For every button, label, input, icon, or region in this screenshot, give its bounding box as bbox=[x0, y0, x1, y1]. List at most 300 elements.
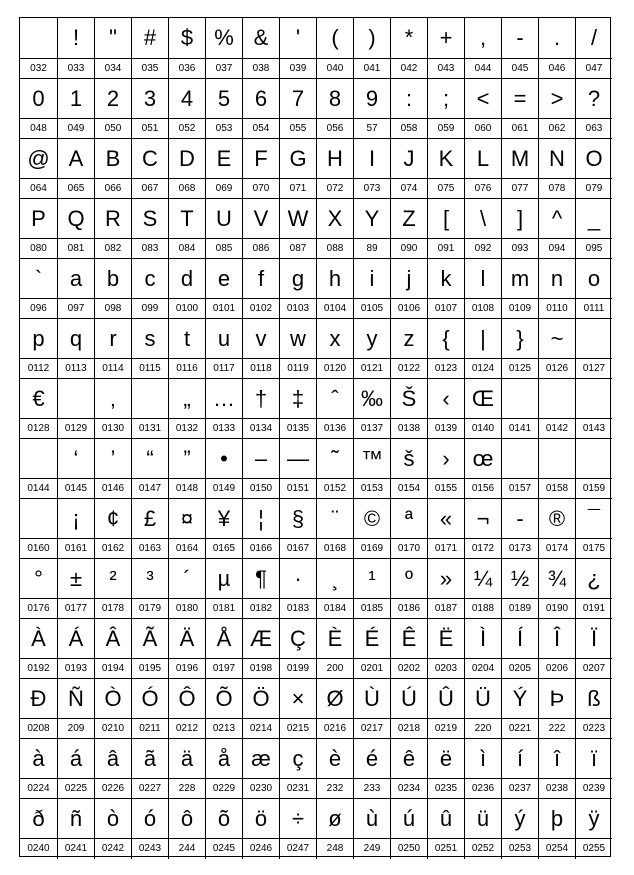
glyph-cell: ª bbox=[390, 499, 427, 539]
code-cell: 059 bbox=[427, 119, 464, 139]
code-cell: 058 bbox=[390, 119, 427, 139]
code-cell: 0161 bbox=[57, 539, 94, 559]
glyph-cell: š bbox=[390, 439, 427, 479]
code-cell: 0153 bbox=[353, 479, 390, 499]
glyph-cell: / bbox=[575, 18, 612, 58]
glyph-cell: t bbox=[168, 319, 205, 359]
code-cell: 0122 bbox=[390, 359, 427, 379]
code-cell: 0234 bbox=[390, 779, 427, 799]
glyph-cell: 6 bbox=[242, 79, 279, 119]
glyph-cell: Ã bbox=[131, 619, 168, 659]
code-cell: 044 bbox=[464, 59, 501, 79]
code-cell: 064 bbox=[30, 183, 47, 194]
code-cell: 046 bbox=[538, 59, 575, 79]
glyph-cell: ] bbox=[501, 199, 538, 239]
glyph-cell: ¨ bbox=[316, 499, 353, 539]
code-cell: 89 bbox=[353, 239, 390, 259]
glyph-cell: ï bbox=[575, 739, 612, 779]
code-cell: 0217 bbox=[353, 719, 390, 739]
glyph-row bbox=[20, 738, 612, 778]
glyph-cell: ¸ bbox=[316, 559, 353, 599]
glyph-cell: Ê bbox=[390, 619, 427, 659]
code-cell: 0126 bbox=[538, 359, 575, 379]
glyph-cell: × bbox=[279, 679, 316, 719]
code-cell: 0103 bbox=[279, 299, 316, 319]
glyph-cell: @ bbox=[27, 146, 50, 171]
glyph-cell: Š bbox=[390, 379, 427, 419]
code-cell: 244 bbox=[168, 839, 205, 859]
code-cell: 054 bbox=[242, 119, 279, 139]
glyph-cell: e bbox=[205, 259, 242, 299]
code-cell: 0160 bbox=[27, 543, 50, 554]
glyph-row bbox=[20, 78, 612, 118]
glyph-cell: ¡ bbox=[57, 499, 94, 539]
glyph-cell: ü bbox=[464, 799, 501, 839]
code-cell: 0198 bbox=[242, 659, 279, 679]
code-cell: 0133 bbox=[205, 419, 242, 439]
glyph-cell: E bbox=[205, 139, 242, 179]
glyph-cell: Ç bbox=[279, 619, 316, 659]
glyph-row bbox=[20, 618, 612, 658]
glyph-row bbox=[20, 558, 612, 598]
code-cell: 0111 bbox=[575, 299, 612, 319]
code-cell: 0224 bbox=[27, 783, 50, 794]
code-cell: 095 bbox=[575, 239, 612, 259]
code-cell: 0206 bbox=[538, 659, 575, 679]
code-cell: 0236 bbox=[464, 779, 501, 799]
glyph-cell: D bbox=[168, 139, 205, 179]
glyph-cell bbox=[538, 439, 575, 479]
code-cell: 0238 bbox=[538, 779, 575, 799]
code-cell: 0132 bbox=[168, 419, 205, 439]
code-cell: 0231 bbox=[279, 779, 316, 799]
code-row bbox=[20, 778, 612, 798]
code-cell: 088 bbox=[316, 239, 353, 259]
code-cell: 0107 bbox=[427, 299, 464, 319]
code-cell: 063 bbox=[575, 119, 612, 139]
code-row bbox=[20, 718, 612, 738]
glyph-cell: à bbox=[32, 746, 45, 771]
code-cell: 073 bbox=[353, 179, 390, 199]
glyph-cell: « bbox=[427, 499, 464, 539]
glyph-cell: + bbox=[427, 18, 464, 58]
glyph-cell: ¼ bbox=[464, 559, 501, 599]
code-cell: 0104 bbox=[316, 299, 353, 319]
glyph-cell: M bbox=[501, 139, 538, 179]
code-cell: 0174 bbox=[538, 539, 575, 559]
code-cell: 0156 bbox=[464, 479, 501, 499]
glyph-cell: % bbox=[205, 18, 242, 58]
glyph-cell: o bbox=[575, 259, 612, 299]
glyph-cell: À bbox=[31, 626, 46, 651]
glyph-cell: v bbox=[242, 319, 279, 359]
glyph-cell: I bbox=[353, 139, 390, 179]
glyph-cell: ~ bbox=[538, 319, 575, 359]
code-cell: 0101 bbox=[205, 299, 242, 319]
code-cell: 0207 bbox=[575, 659, 612, 679]
code-cell: 0124 bbox=[464, 359, 501, 379]
code-cell: 049 bbox=[57, 119, 94, 139]
glyph-cell: s bbox=[131, 319, 168, 359]
code-cell: 0118 bbox=[242, 359, 279, 379]
glyph-cell: ‘ bbox=[57, 439, 94, 479]
glyph-cell: ò bbox=[94, 799, 131, 839]
code-cell: 0184 bbox=[316, 599, 353, 619]
glyph-cell: V bbox=[242, 199, 279, 239]
glyph-cell: © bbox=[353, 499, 390, 539]
glyph-cell: ¿ bbox=[575, 559, 612, 599]
code-cell: 0251 bbox=[427, 839, 464, 859]
code-row bbox=[20, 238, 612, 258]
code-cell: 0191 bbox=[575, 599, 612, 619]
code-cell: 079 bbox=[575, 179, 612, 199]
glyph-cell: › bbox=[427, 439, 464, 479]
code-cell: 066 bbox=[94, 179, 131, 199]
code-cell: 042 bbox=[390, 59, 427, 79]
glyph-cell: Ë bbox=[427, 619, 464, 659]
code-cell: 081 bbox=[57, 239, 94, 259]
glyph-cell bbox=[20, 439, 57, 479]
code-cell: 0147 bbox=[131, 479, 168, 499]
glyph-cell: c bbox=[131, 259, 168, 299]
glyph-cell: # bbox=[131, 18, 168, 58]
glyph-cell: Ú bbox=[390, 679, 427, 719]
glyph-cell: ¹ bbox=[353, 559, 390, 599]
code-cell: 0166 bbox=[242, 539, 279, 559]
glyph-cell: ¤ bbox=[168, 499, 205, 539]
code-cell: 033 bbox=[57, 59, 94, 79]
glyph-cell: Ô bbox=[168, 679, 205, 719]
code-cell: 0100 bbox=[168, 299, 205, 319]
glyph-cell: G bbox=[279, 139, 316, 179]
code-cell: 074 bbox=[390, 179, 427, 199]
code-cell: 0177 bbox=[57, 599, 94, 619]
code-cell: 0215 bbox=[279, 719, 316, 739]
glyph-row bbox=[20, 498, 612, 538]
code-cell: 0163 bbox=[131, 539, 168, 559]
code-cell: 061 bbox=[501, 119, 538, 139]
code-cell: 0116 bbox=[168, 359, 205, 379]
code-cell: 0196 bbox=[168, 659, 205, 679]
code-cell: 0172 bbox=[464, 539, 501, 559]
code-cell: 084 bbox=[168, 239, 205, 259]
code-cell: 0105 bbox=[353, 299, 390, 319]
glyph-cell: U bbox=[205, 199, 242, 239]
code-cell: 233 bbox=[353, 779, 390, 799]
code-cell: 0155 bbox=[427, 479, 464, 499]
glyph-cell: ¢ bbox=[94, 499, 131, 539]
glyph-cell: ÿ bbox=[575, 799, 612, 839]
glyph-cell: â bbox=[94, 739, 131, 779]
code-cell: 0125 bbox=[501, 359, 538, 379]
glyph-cell: g bbox=[279, 259, 316, 299]
glyph-cell: y bbox=[353, 319, 390, 359]
glyph-cell: ” bbox=[168, 439, 205, 479]
code-cell: 0199 bbox=[279, 659, 316, 679]
glyph-cell: L bbox=[464, 139, 501, 179]
code-cell: 0109 bbox=[501, 299, 538, 319]
glyph-cell: b bbox=[94, 259, 131, 299]
code-cell: 232 bbox=[316, 779, 353, 799]
code-cell: 0183 bbox=[279, 599, 316, 619]
glyph-cell: ¦ bbox=[242, 499, 279, 539]
code-row bbox=[20, 298, 612, 318]
glyph-cell: _ bbox=[575, 199, 612, 239]
code-cell: 052 bbox=[168, 119, 205, 139]
glyph-cell: Ý bbox=[501, 679, 538, 719]
glyph-cell: Œ bbox=[464, 379, 501, 419]
code-cell: 0226 bbox=[94, 779, 131, 799]
glyph-cell: } bbox=[501, 319, 538, 359]
code-cell: 0145 bbox=[57, 479, 94, 499]
glyph-cell: Þ bbox=[538, 679, 575, 719]
code-cell: 0169 bbox=[353, 539, 390, 559]
glyph-cell: , bbox=[464, 18, 501, 58]
code-cell: 0195 bbox=[131, 659, 168, 679]
code-row bbox=[20, 118, 612, 138]
glyph-cell: 5 bbox=[205, 79, 242, 119]
code-cell: 0106 bbox=[390, 299, 427, 319]
code-cell: 0158 bbox=[538, 479, 575, 499]
glyph-cell: þ bbox=[538, 799, 575, 839]
glyph-cell: F bbox=[242, 139, 279, 179]
glyph-cell: ¶ bbox=[242, 559, 279, 599]
glyph-cell: 0 bbox=[32, 86, 45, 111]
glyph-cell: Û bbox=[427, 679, 464, 719]
glyph-cell: | bbox=[464, 319, 501, 359]
glyph-cell: & bbox=[242, 18, 279, 58]
code-cell: 037 bbox=[205, 59, 242, 79]
glyph-cell: - bbox=[501, 499, 538, 539]
code-row bbox=[20, 658, 612, 678]
code-cell: 0121 bbox=[353, 359, 390, 379]
glyph-cell: ³ bbox=[131, 559, 168, 599]
code-cell: 0213 bbox=[205, 719, 242, 739]
code-cell: 0164 bbox=[168, 539, 205, 559]
code-cell: 220 bbox=[464, 719, 501, 739]
glyph-cell: < bbox=[464, 79, 501, 119]
glyph-row bbox=[20, 798, 612, 838]
glyph-row bbox=[20, 378, 612, 418]
glyph-cell: m bbox=[501, 259, 538, 299]
code-cell: 0219 bbox=[427, 719, 464, 739]
glyph-cell: J bbox=[390, 139, 427, 179]
code-cell: 0136 bbox=[316, 419, 353, 439]
code-cell: 0165 bbox=[205, 539, 242, 559]
code-cell: 200 bbox=[316, 659, 353, 679]
glyph-cell bbox=[20, 18, 57, 58]
glyph-cell: ù bbox=[353, 799, 390, 839]
glyph-cell: C bbox=[131, 139, 168, 179]
glyph-cell: j bbox=[390, 259, 427, 299]
glyph-cell: ' bbox=[279, 18, 316, 58]
glyph-cell: [ bbox=[427, 199, 464, 239]
code-cell: 092 bbox=[464, 239, 501, 259]
code-cell: 249 bbox=[353, 839, 390, 859]
code-cell: 0252 bbox=[464, 839, 501, 859]
glyph-cell: í bbox=[501, 739, 538, 779]
code-cell: 078 bbox=[538, 179, 575, 199]
glyph-cell: ; bbox=[427, 79, 464, 119]
code-cell: 034 bbox=[94, 59, 131, 79]
code-row bbox=[20, 58, 612, 78]
glyph-cell: é bbox=[353, 739, 390, 779]
code-cell: 0159 bbox=[575, 479, 612, 499]
glyph-cell: 9 bbox=[353, 79, 390, 119]
glyph-row bbox=[20, 138, 612, 178]
character-code-chart bbox=[19, 17, 611, 857]
glyph-cell: d bbox=[168, 259, 205, 299]
glyph-cell: ñ bbox=[57, 799, 94, 839]
code-cell: 0187 bbox=[427, 599, 464, 619]
glyph-cell: Ò bbox=[94, 679, 131, 719]
glyph-cell: ` bbox=[34, 266, 43, 291]
glyph-cell: „ bbox=[168, 379, 205, 419]
glyph-cell: p bbox=[32, 326, 45, 351]
code-cell: 0180 bbox=[168, 599, 205, 619]
glyph-cell: ¬ bbox=[464, 499, 501, 539]
glyph-cell: z bbox=[390, 319, 427, 359]
glyph-cell: œ bbox=[464, 439, 501, 479]
glyph-cell: ´ bbox=[168, 559, 205, 599]
code-cell: 090 bbox=[390, 239, 427, 259]
code-cell: 0211 bbox=[131, 719, 168, 739]
code-cell: 0212 bbox=[168, 719, 205, 739]
glyph-cell: x bbox=[316, 319, 353, 359]
code-cell: 0255 bbox=[575, 839, 612, 859]
code-cell: 0190 bbox=[538, 599, 575, 619]
code-cell: 0102 bbox=[242, 299, 279, 319]
glyph-cell: ± bbox=[57, 559, 94, 599]
code-cell: 0108 bbox=[464, 299, 501, 319]
code-cell: 0175 bbox=[575, 539, 612, 559]
code-cell: 0189 bbox=[501, 599, 538, 619]
code-cell: 032 bbox=[30, 63, 47, 74]
glyph-cell: ô bbox=[168, 799, 205, 839]
glyph-cell: — bbox=[279, 439, 316, 479]
code-cell: 0113 bbox=[57, 359, 94, 379]
glyph-cell: > bbox=[538, 79, 575, 119]
code-row bbox=[20, 178, 612, 198]
code-cell: 065 bbox=[57, 179, 94, 199]
code-cell: 0154 bbox=[390, 479, 427, 499]
glyph-cell: Ñ bbox=[57, 679, 94, 719]
code-cell: 0182 bbox=[242, 599, 279, 619]
code-cell: 0141 bbox=[501, 419, 538, 439]
code-cell: 0227 bbox=[131, 779, 168, 799]
code-cell: 039 bbox=[279, 59, 316, 79]
glyph-cell: f bbox=[242, 259, 279, 299]
glyph-cell: ^ bbox=[538, 199, 575, 239]
glyph-cell: w bbox=[279, 319, 316, 359]
code-cell: 0143 bbox=[575, 419, 612, 439]
code-cell: 0186 bbox=[390, 599, 427, 619]
code-cell: 0150 bbox=[242, 479, 279, 499]
code-cell: 047 bbox=[575, 59, 612, 79]
glyph-cell: { bbox=[427, 319, 464, 359]
glyph-cell: • bbox=[205, 439, 242, 479]
code-cell: 0237 bbox=[501, 779, 538, 799]
code-cell: 0246 bbox=[242, 839, 279, 859]
code-cell: 0142 bbox=[538, 419, 575, 439]
glyph-cell: ’ bbox=[94, 439, 131, 479]
glyph-cell: ˆ bbox=[316, 379, 353, 419]
code-row bbox=[20, 478, 612, 498]
code-cell: 072 bbox=[316, 179, 353, 199]
glyph-cell: u bbox=[205, 319, 242, 359]
glyph-cell: ¾ bbox=[538, 559, 575, 599]
code-cell: 0179 bbox=[131, 599, 168, 619]
code-cell: 075 bbox=[427, 179, 464, 199]
code-cell: 0178 bbox=[94, 599, 131, 619]
glyph-cell: N bbox=[538, 139, 575, 179]
glyph-cell: ° bbox=[34, 566, 43, 591]
code-cell: 056 bbox=[316, 119, 353, 139]
glyph-cell bbox=[20, 499, 57, 539]
code-cell: 093 bbox=[501, 239, 538, 259]
code-cell: 096 bbox=[30, 303, 47, 314]
code-cell: 0247 bbox=[279, 839, 316, 859]
code-cell: 035 bbox=[131, 59, 168, 79]
code-cell: 070 bbox=[242, 179, 279, 199]
glyph-cell: ² bbox=[94, 559, 131, 599]
code-cell: 036 bbox=[168, 59, 205, 79]
glyph-cell bbox=[131, 379, 168, 419]
glyph-cell: “ bbox=[131, 439, 168, 479]
glyph-cell: ß bbox=[575, 679, 612, 719]
code-cell: 0203 bbox=[427, 659, 464, 679]
code-cell: 0250 bbox=[390, 839, 427, 859]
code-cell: 0144 bbox=[27, 483, 50, 494]
code-cell: 099 bbox=[131, 299, 168, 319]
code-cell: 0128 bbox=[27, 423, 50, 434]
glyph-cell: ð bbox=[32, 806, 45, 831]
glyph-cell: õ bbox=[205, 799, 242, 839]
glyph-cell: i bbox=[353, 259, 390, 299]
code-cell: 0225 bbox=[57, 779, 94, 799]
glyph-cell: a bbox=[57, 259, 94, 299]
glyph-cell: Ù bbox=[353, 679, 390, 719]
code-cell: 0235 bbox=[427, 779, 464, 799]
code-cell: 0194 bbox=[94, 659, 131, 679]
glyph-cell bbox=[501, 379, 538, 419]
code-cell: 0239 bbox=[575, 779, 612, 799]
glyph-cell: Ï bbox=[575, 619, 612, 659]
code-cell: 0210 bbox=[94, 719, 131, 739]
glyph-cell: 1 bbox=[57, 79, 94, 119]
glyph-cell bbox=[575, 319, 612, 359]
glyph-cell: k bbox=[427, 259, 464, 299]
code-cell: 071 bbox=[279, 179, 316, 199]
glyph-cell: Q bbox=[57, 199, 94, 239]
code-cell: 0157 bbox=[501, 479, 538, 499]
code-cell: 0131 bbox=[131, 419, 168, 439]
code-cell: 0216 bbox=[316, 719, 353, 739]
code-cell: 060 bbox=[464, 119, 501, 139]
code-cell: 097 bbox=[57, 299, 94, 319]
code-cell: 0254 bbox=[538, 839, 575, 859]
glyph-cell: æ bbox=[242, 739, 279, 779]
glyph-cell: Y bbox=[353, 199, 390, 239]
glyph-cell: ‡ bbox=[279, 379, 316, 419]
glyph-cell: . bbox=[538, 18, 575, 58]
glyph-cell: R bbox=[94, 199, 131, 239]
code-cell: 0146 bbox=[94, 479, 131, 499]
code-cell: 0110 bbox=[538, 299, 575, 319]
code-cell: 051 bbox=[131, 119, 168, 139]
glyph-cell: Ì bbox=[464, 619, 501, 659]
code-row bbox=[20, 418, 612, 438]
